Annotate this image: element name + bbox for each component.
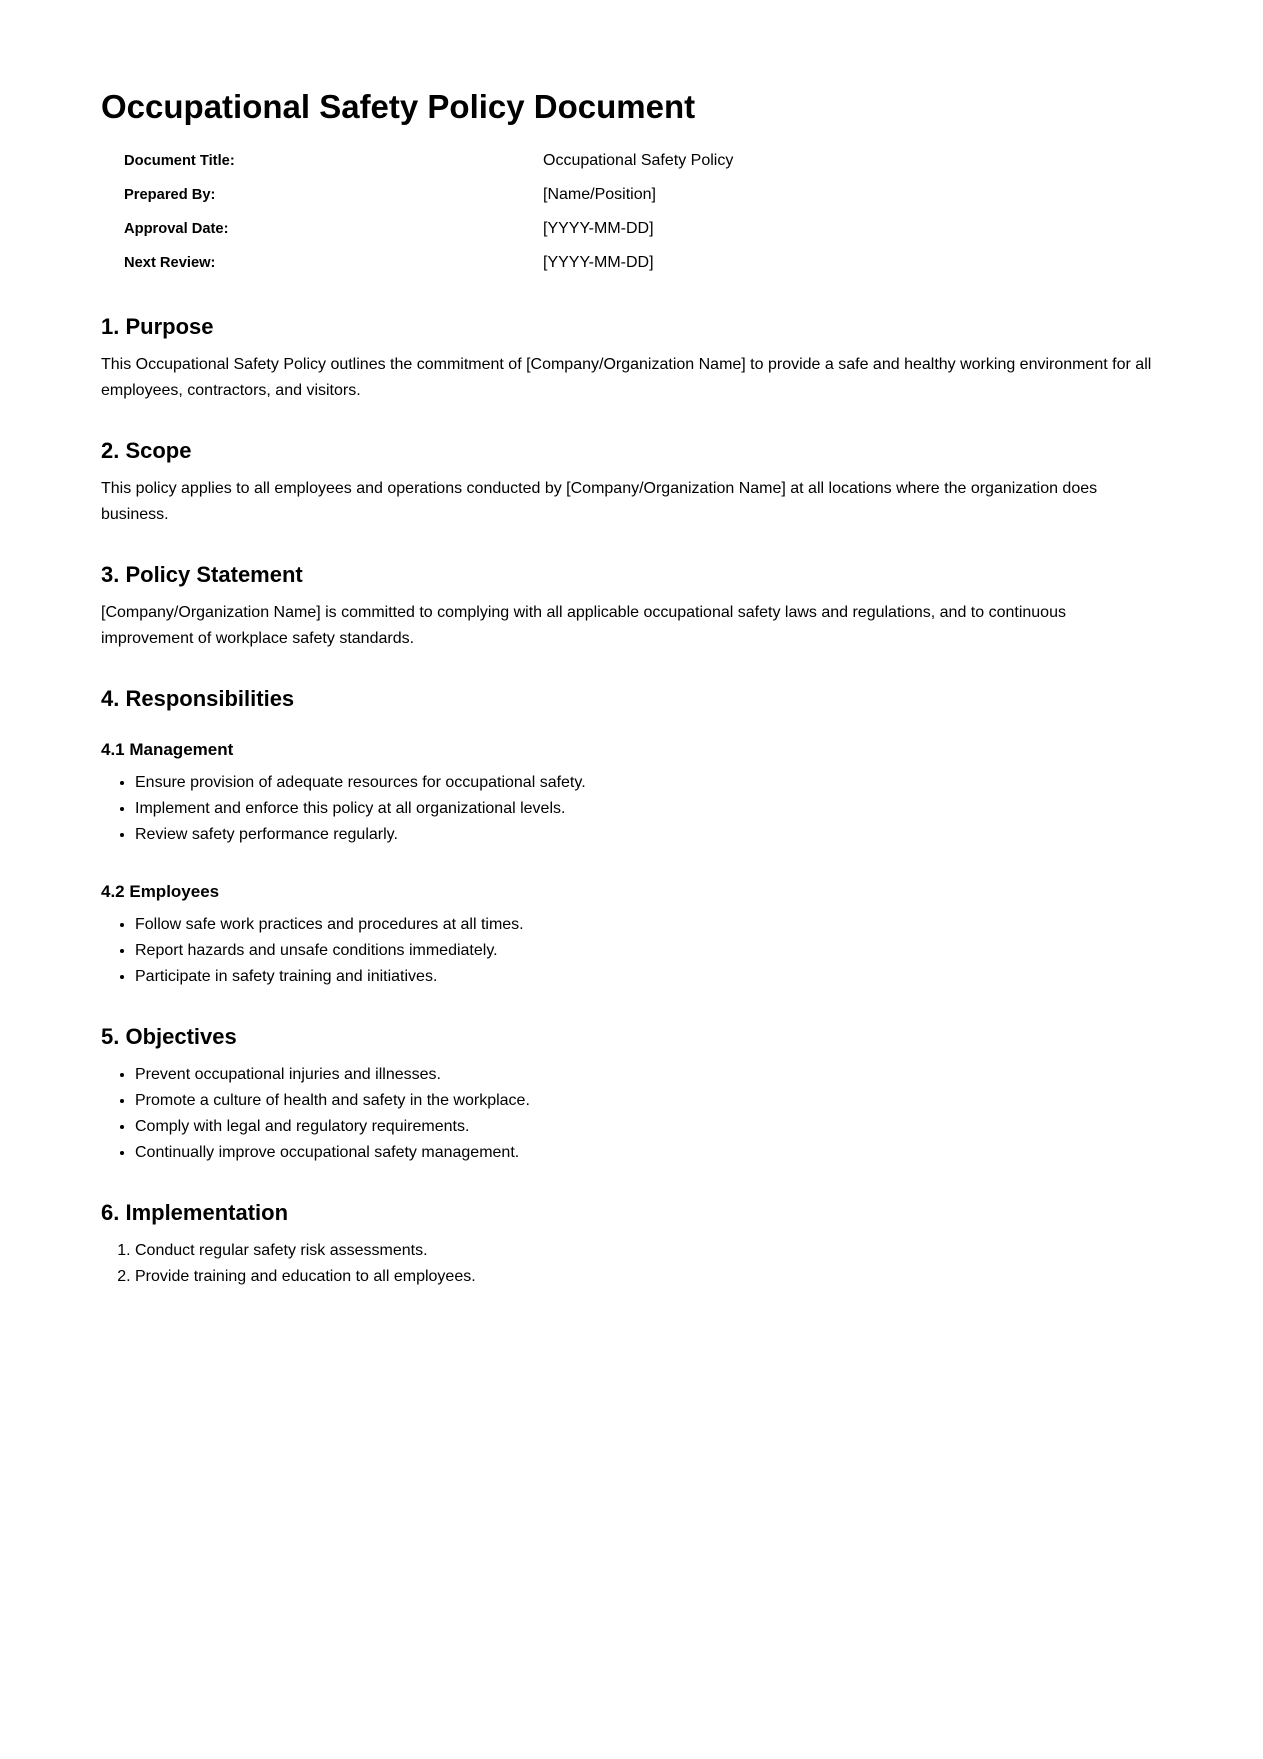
metadata-value: [YYYY-MM-DD]	[543, 220, 654, 237]
metadata-row-next-review	[101, 246, 1153, 280]
section-heading-implementation: 6. Implementation	[101, 1200, 289, 1225]
metadata-value: Occupational Safety Policy	[543, 152, 734, 169]
section-body-purpose: This Occupational Safety Policy outlines the commitment of [Company/Organization Name] to provide a safe and healthy working environment for all employees, contractors, and visitors.	[101, 356, 1152, 399]
metadata-row-approval-date	[101, 212, 1153, 246]
list-item: • Participate in safety training and initiatives.	[135, 964, 1153, 990]
section-responsibilities	[101, 686, 1153, 990]
objectives-bullet-list	[101, 1062, 1153, 1166]
list-item: • Ensure provision of adequate resources for occupational safety.	[135, 770, 1153, 796]
list-item: • Promote a culture of health and safety in the workplace.	[135, 1088, 1153, 1114]
metadata-label: Next Review:	[124, 255, 216, 271]
metadata-label: Document Title:	[124, 153, 235, 169]
metadata-value: [Name/Position]	[543, 186, 656, 203]
management-bullet-list	[101, 770, 1153, 848]
section-heading-policy-statement: 3. Policy Statement	[101, 562, 303, 587]
section-body-policy-statement: [Company/Organization Name] is committed to complying with all applicable occupational safety laws and regulations, and to continuous improvement of workplace safety standards.	[101, 604, 1066, 647]
subsection-heading-management: 4.1 Management	[101, 740, 234, 759]
list-item: 2. Provide training and education to all employees.	[135, 1264, 1153, 1290]
section-scope	[101, 438, 1153, 528]
subsection-heading-employees: 4.2 Employees	[101, 882, 220, 901]
section-objectives	[101, 1024, 1153, 1166]
employees-bullet-list	[101, 912, 1153, 990]
metadata-label: Prepared By:	[124, 187, 216, 203]
metadata-row-prepared-by	[101, 178, 1153, 212]
list-item: • Comply with legal and regulatory requirements.	[135, 1114, 1153, 1140]
section-policy-statement	[101, 562, 1153, 652]
section-heading-objectives: 5. Objectives	[101, 1024, 237, 1049]
metadata-label: Approval Date:	[124, 221, 229, 237]
list-item: • Follow safe work practices and procedures at all times.	[135, 912, 1153, 938]
list-item: • Continually improve occupational safety management.	[135, 1140, 1153, 1166]
page-title: Occupational Safety Policy Document	[101, 88, 696, 125]
metadata-table	[101, 144, 1153, 280]
metadata-value: [YYYY-MM-DD]	[543, 254, 654, 271]
list-item: • Review safety performance regularly.	[135, 822, 1153, 848]
section-implementation	[101, 1200, 1153, 1290]
section-heading-responsibilities: 4. Responsibilities	[101, 686, 295, 711]
section-body-scope: This policy applies to all employees and operations conducted by [Company/Organization Name] at all locations where the organization does business.	[101, 480, 1098, 523]
section-purpose	[101, 314, 1153, 404]
list-item: • Prevent occupational injuries and illnesses.	[135, 1062, 1153, 1088]
section-heading-purpose: 1. Purpose	[101, 314, 214, 339]
metadata-row-document-title	[101, 144, 1153, 178]
section-heading-scope: 2. Scope	[101, 438, 192, 463]
implementation-numbered-list	[101, 1238, 1153, 1290]
list-item: 1. Conduct regular safety risk assessments.	[135, 1238, 1153, 1264]
list-item: • Implement and enforce this policy at all organizational levels.	[135, 796, 1153, 822]
list-item: • Report hazards and unsafe conditions immediately.	[135, 938, 1153, 964]
